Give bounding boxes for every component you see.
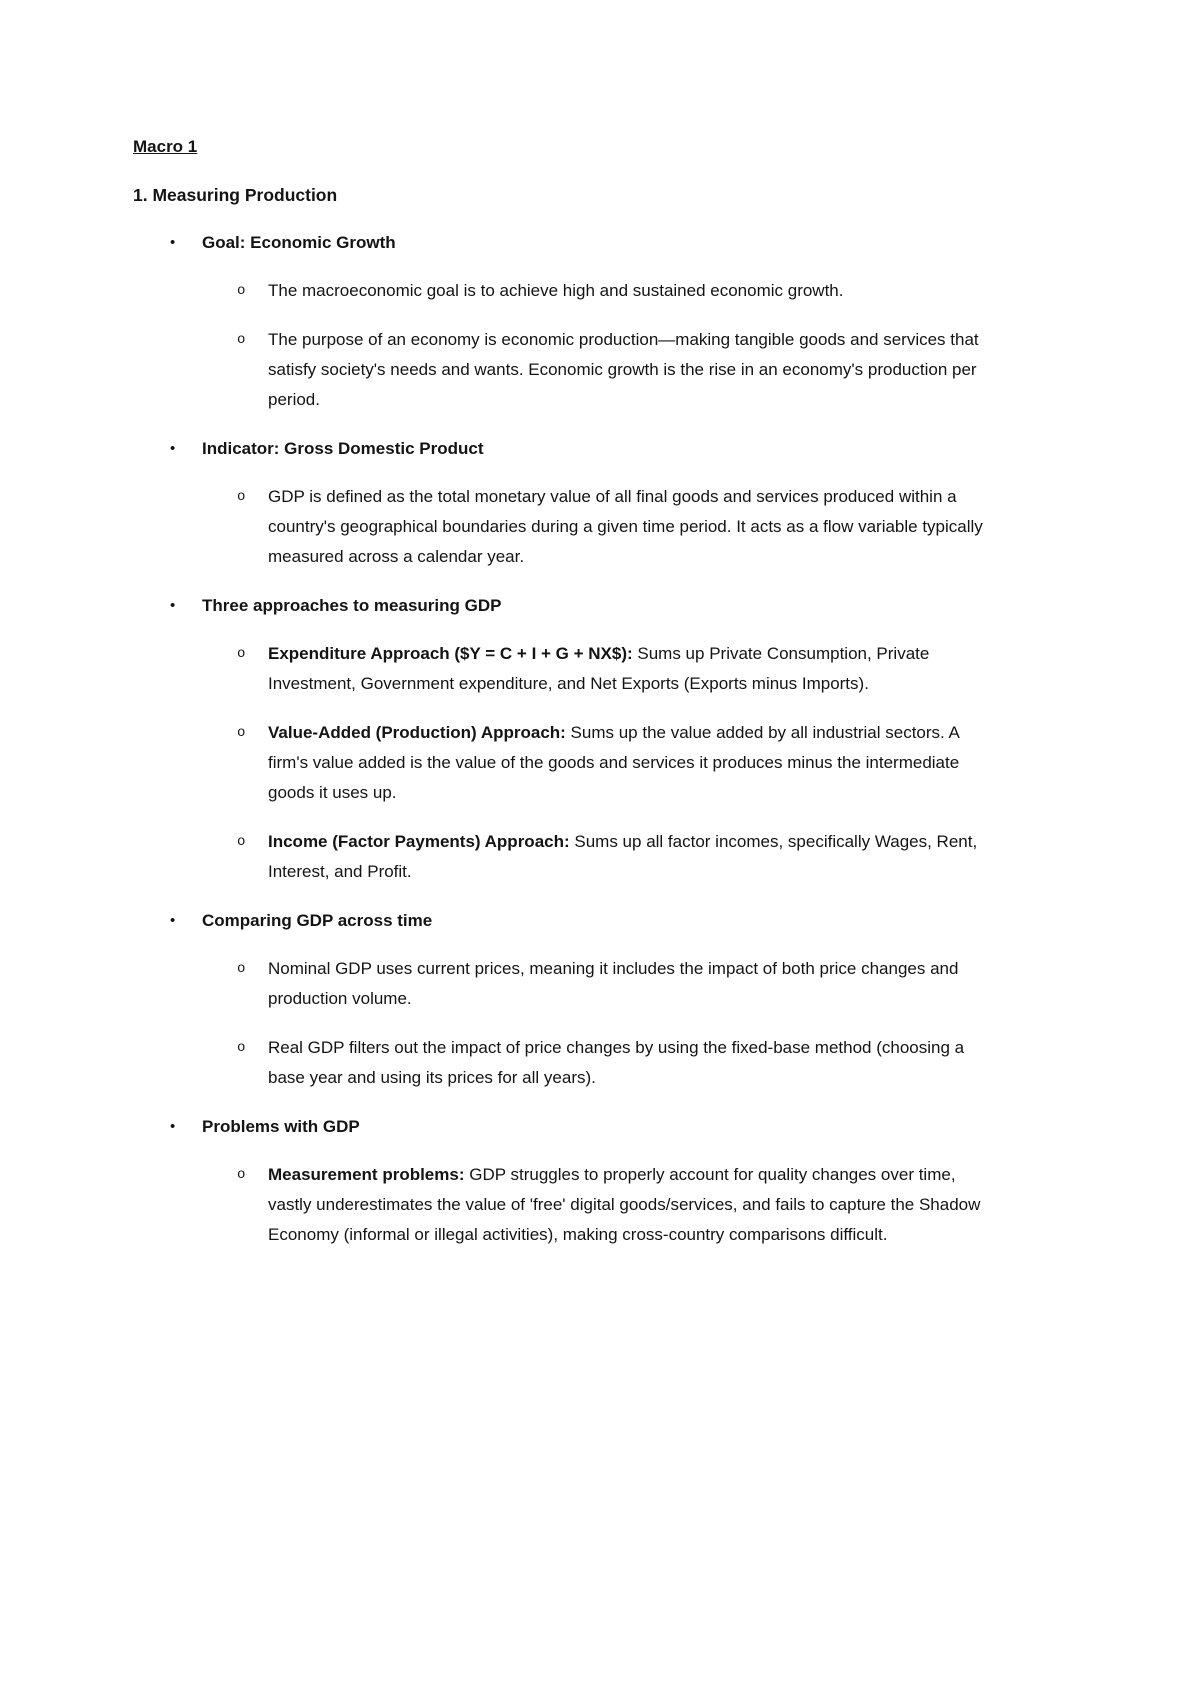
sub-bullet-text [268, 639, 988, 699]
sub-bullet-body: The purpose of an economy is economic production—making tangible goods and services that satisfy society's needs and wants. Economic growth is the rise in an economy's production per period. [268, 330, 979, 409]
circle-bullet-icon: o [237, 489, 246, 505]
bullet-item [133, 228, 988, 258]
bullet-label: Indicator: Gross Domestic Product [202, 439, 484, 458]
circle-bullet-icon: o [237, 283, 246, 299]
bullet-label: Goal: Economic Growth [202, 233, 396, 252]
sub-bullet-item [133, 1160, 988, 1250]
bullet-label: Problems with GDP [202, 1117, 360, 1136]
sub-bullet-item [133, 639, 988, 699]
sub-bullet-text [268, 482, 988, 572]
bullet-item [133, 906, 988, 936]
sub-bullet-text [268, 325, 988, 415]
sub-bullet-body: Nominal GDP uses current prices, meaning it includes the impact of both price changes and production volume. [268, 959, 959, 1008]
sub-bullet-text [268, 276, 988, 306]
sub-bullet-item [133, 325, 988, 415]
circle-bullet-icon: o [237, 961, 246, 977]
circle-bullet-icon: o [237, 1040, 246, 1056]
section-heading: 1. Measuring Production [133, 185, 338, 205]
sub-bullet-body: GDP struggles to properly account for quality changes over time, vastly underestimates the value of 'free' digital goods/services, and fails to capture the Shadow Economy (informal or illegal activities), making cross-country comparisons difficult. [268, 1165, 981, 1244]
sub-bullet-item [133, 827, 988, 887]
sub-bullet-item [133, 276, 988, 306]
circle-bullet-icon: o [237, 834, 246, 850]
bullet-label: Comparing GDP across time [202, 911, 433, 930]
sub-bullet-body: The macroeconomic goal is to achieve high and sustained economic growth. [268, 281, 844, 300]
bullet-icon: • [170, 440, 176, 457]
page-title: Macro 1 [133, 137, 198, 156]
sub-bullet-body: GDP is defined as the total monetary value of all final goods and services produced within a country's geographical boundaries during a given time period. It acts as a flow variable typically measured across a calendar year. [268, 487, 983, 566]
sub-bullet-text [268, 1033, 988, 1093]
sub-bullet-lead: Measurement problems: [268, 1165, 465, 1184]
circle-bullet-icon: o [237, 1167, 246, 1183]
bullet-icon: • [170, 912, 176, 929]
bullet-icon: • [170, 1118, 176, 1135]
bullet-icon: • [170, 597, 176, 614]
circle-bullet-icon: o [237, 332, 246, 348]
sub-bullet-item [133, 482, 988, 572]
sub-bullet-body: Sums up Private Consumption, Private Investment, Government expenditure, and Net Exports (Exports minus Imports). [268, 644, 930, 693]
bullet-label: Three approaches to measuring GDP [202, 596, 502, 615]
sub-bullet-text [268, 718, 988, 808]
bullet-icon: • [170, 234, 176, 251]
sub-bullet-lead: Expenditure Approach ($Y = C + I + G + NX$): [268, 644, 633, 663]
sub-bullet-lead: Value-Added (Production) Approach: [268, 723, 566, 742]
bullet-item [133, 434, 988, 464]
sub-bullet-lead: Income (Factor Payments) Approach: [268, 832, 570, 851]
sub-bullet-item [133, 718, 988, 808]
sub-bullet-text [268, 1160, 988, 1250]
sub-bullet-item [133, 1033, 988, 1093]
sub-bullet-item [133, 954, 988, 1014]
circle-bullet-icon: o [237, 646, 246, 662]
bullet-item [133, 1112, 988, 1142]
sub-bullet-body: Sums up all factor incomes, specifically Wages, Rent, Interest, and Profit. [268, 832, 978, 881]
bullet-item [133, 591, 988, 621]
circle-bullet-icon: o [237, 725, 246, 741]
sub-bullet-body: Real GDP filters out the impact of price changes by using the fixed-base method (choosing a base year and using its prices for all years). [268, 1038, 965, 1087]
sub-bullet-body: Sums up the value added by all industrial sectors. A firm's value added is the value of the goods and services it produces minus the intermediate goods it uses up. [268, 723, 960, 802]
sub-bullet-text [268, 827, 988, 887]
sub-bullet-text [268, 954, 988, 1014]
